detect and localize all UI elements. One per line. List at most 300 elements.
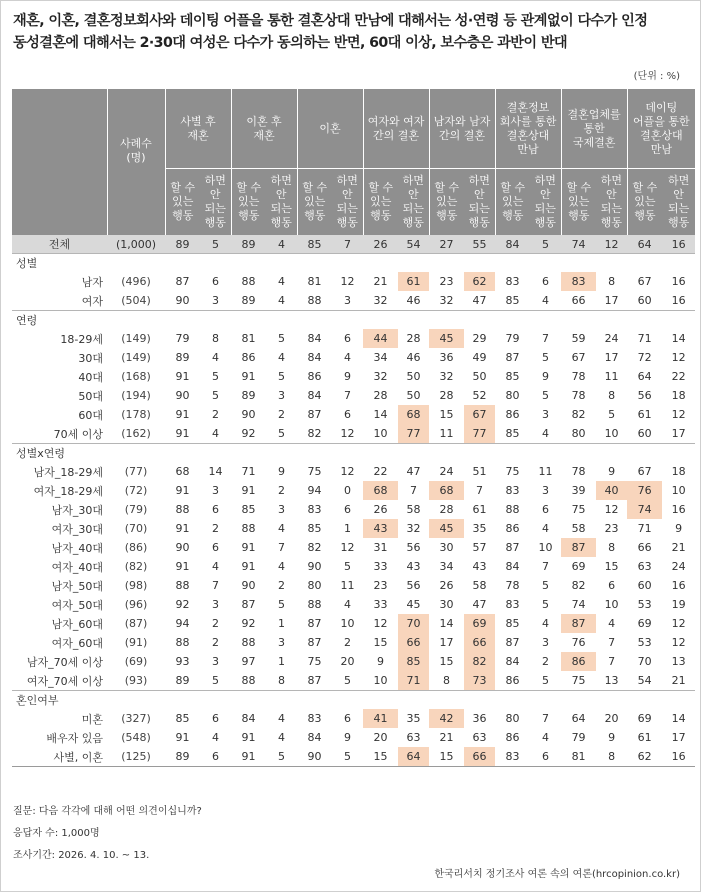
value-cell: 75: [505, 465, 520, 478]
value-cell: 60: [637, 427, 652, 440]
value-cell: 5: [278, 370, 285, 383]
value-cell: 44: [363, 329, 398, 348]
value-cell: 12: [671, 617, 686, 630]
value-cell: 66: [571, 294, 586, 307]
value-cell: 9: [608, 731, 616, 744]
value-cell: 45: [429, 519, 464, 538]
value-cell: 22: [671, 370, 686, 383]
header-sub-cannot: 하면 안 되는 행동: [266, 169, 297, 235]
row-sample-size: (72): [124, 484, 148, 497]
value-cell: 88: [175, 503, 190, 516]
header-group: 데이팅 어플을 통한 결혼상대 만남: [627, 89, 695, 169]
value-cell: 11: [439, 427, 454, 440]
value-cell: 8: [212, 332, 219, 345]
row-label: 여자_70세 이상: [26, 674, 103, 688]
value-cell: 17: [439, 636, 454, 649]
value-cell: 10: [538, 541, 553, 554]
value-cell: 85: [175, 712, 190, 725]
value-cell: 20: [340, 655, 355, 668]
row-label: 전체: [12, 235, 107, 254]
value-cell: 45: [406, 598, 421, 611]
value-cell: 34: [439, 560, 454, 573]
value-cell: 2: [278, 484, 285, 497]
row-label: 남자: [81, 275, 103, 289]
value-cell: 21: [671, 541, 686, 554]
header-group: 결혼정보 회사를 통한 결혼상대 만남: [495, 89, 561, 169]
value-cell: 66: [398, 633, 429, 652]
value-cell: 85: [505, 427, 520, 440]
value-cell: 51: [472, 465, 487, 478]
value-cell: 90: [241, 408, 256, 421]
value-cell: 35: [472, 522, 487, 535]
value-cell: 21: [671, 674, 686, 687]
value-cell: 79: [175, 332, 190, 345]
row-sample-size: (149): [121, 351, 151, 364]
value-cell: 89: [175, 351, 190, 364]
header-group: 사별 후 재혼: [165, 89, 231, 169]
value-cell: 7: [332, 235, 363, 254]
value-cell: 54: [637, 674, 652, 687]
value-cell: 12: [373, 617, 388, 630]
value-cell: 53: [637, 636, 652, 649]
value-cell: 30: [439, 541, 454, 554]
value-cell: 75: [571, 503, 586, 516]
value-cell: 9: [377, 655, 385, 668]
value-cell: 89: [165, 235, 200, 254]
table-row: [12, 481, 695, 500]
value-cell: 16: [662, 235, 695, 254]
value-cell: 91: [231, 747, 266, 767]
value-cell: 85: [398, 652, 429, 671]
value-cell: 27: [429, 235, 464, 254]
value-cell: 67: [637, 465, 652, 478]
value-cell: 3: [542, 484, 550, 497]
row-sample-size: (69): [124, 655, 148, 668]
value-cell: 28: [439, 503, 454, 516]
value-cell: 7: [344, 389, 351, 402]
value-cell: 87: [505, 351, 520, 364]
value-cell: 88: [175, 636, 190, 649]
value-cell: 91: [175, 522, 190, 535]
header-group: 남자와 남자 간의 결혼: [429, 89, 495, 169]
value-cell: 83: [495, 747, 530, 767]
value-cell: 87: [505, 636, 520, 649]
value-cell: 13: [671, 655, 686, 668]
row-label: 남자_70세 이상: [26, 655, 103, 669]
value-cell: 12: [340, 541, 355, 554]
value-cell: 15: [604, 560, 619, 573]
value-cell: 5: [278, 598, 285, 611]
row-label: 여자: [81, 294, 103, 308]
header-sub-can: 할 수 있는 행동: [429, 169, 464, 235]
value-cell: 80: [571, 427, 586, 440]
value-cell: 17: [604, 351, 619, 364]
value-cell: 5: [542, 389, 550, 402]
value-cell: 1: [278, 617, 285, 630]
value-cell: 86: [307, 370, 322, 383]
value-cell: 17: [671, 427, 686, 440]
value-cell: 35: [406, 712, 421, 725]
value-cell: 3: [212, 655, 219, 668]
value-cell: 14: [373, 408, 388, 421]
row-label: 사별, 이혼: [12, 747, 107, 767]
value-cell: 47: [472, 294, 487, 307]
value-cell: 84: [307, 731, 322, 744]
value-cell: 43: [472, 560, 487, 573]
value-cell: 86: [505, 731, 520, 744]
value-cell: 5: [332, 747, 363, 767]
value-cell: 7: [542, 712, 550, 725]
header-sub-cannot: 하면 안 되는 행동: [332, 169, 363, 235]
value-cell: 12: [340, 465, 355, 478]
value-cell: 4: [542, 617, 550, 630]
value-cell: 46: [406, 351, 421, 364]
header-sub-can: 할 수 있는 행동: [297, 169, 332, 235]
value-cell: 22: [373, 465, 388, 478]
value-cell: 78: [571, 465, 586, 478]
value-cell: 29: [472, 332, 487, 345]
value-cell: 15: [373, 636, 388, 649]
value-cell: 91: [241, 370, 256, 383]
row-label: 18-29세: [60, 332, 103, 346]
row-sample-size: (162): [121, 427, 151, 440]
value-cell: 4: [278, 275, 285, 288]
row-sample-size: (96): [124, 598, 148, 611]
value-cell: 88: [241, 275, 256, 288]
value-cell: 15: [439, 655, 454, 668]
value-cell: 88: [307, 598, 322, 611]
value-cell: 94: [175, 617, 190, 630]
table-row: [12, 728, 695, 747]
value-cell: 2: [278, 579, 285, 592]
value-cell: 84: [307, 389, 322, 402]
value-cell: 69: [637, 712, 652, 725]
value-cell: 86: [241, 351, 256, 364]
value-cell: 12: [671, 351, 686, 364]
value-cell: 12: [596, 235, 627, 254]
value-cell: 63: [637, 560, 652, 573]
section-title: 혼인여부: [12, 691, 695, 710]
value-cell: 88: [241, 674, 256, 687]
value-cell: 16: [671, 294, 686, 307]
value-cell: 83: [307, 712, 322, 725]
value-cell: 87: [175, 275, 190, 288]
value-cell: 86: [505, 674, 520, 687]
table-row: [12, 405, 695, 424]
value-cell: 74: [561, 235, 596, 254]
value-cell: 4: [278, 294, 285, 307]
value-cell: 91: [241, 560, 256, 573]
value-cell: 28: [406, 332, 421, 345]
value-cell: 11: [538, 465, 553, 478]
value-cell: 39: [571, 484, 586, 497]
value-cell: 81: [307, 275, 322, 288]
value-cell: 91: [241, 541, 256, 554]
table-row: [12, 614, 695, 633]
row-label: 여자_60대: [51, 636, 103, 650]
value-cell: 97: [241, 655, 256, 668]
value-cell: 4: [266, 235, 297, 254]
value-cell: 49: [472, 351, 487, 364]
value-cell: 26: [373, 503, 388, 516]
value-cell: 70: [637, 655, 652, 668]
section-header-row: [12, 691, 695, 710]
value-cell: 91: [241, 484, 256, 497]
value-cell: 84: [505, 560, 520, 573]
value-cell: 5: [530, 235, 561, 254]
value-cell: 5: [344, 560, 351, 573]
header-sub-can: 할 수 있는 행동: [231, 169, 266, 235]
value-cell: 80: [307, 579, 322, 592]
table-row: [12, 462, 695, 481]
value-cell: 4: [212, 351, 219, 364]
row-label: 남자_18-29세: [33, 465, 103, 479]
value-cell: 66: [637, 541, 652, 554]
value-cell: 4: [542, 294, 550, 307]
value-cell: 12: [671, 636, 686, 649]
value-cell: 3: [278, 503, 285, 516]
value-cell: 90: [297, 747, 332, 767]
row-sample-size: (149): [121, 332, 151, 345]
value-cell: 4: [278, 560, 285, 573]
value-cell: 5: [542, 674, 550, 687]
value-cell: 74: [571, 598, 586, 611]
table-row: [12, 652, 695, 671]
value-cell: 14: [671, 332, 686, 345]
title-line-2: 동성결혼에 대해서는 2·30대 여성은 다수가 동의하는 반면, 60대 이상, 보수층은 과반이 반대: [13, 35, 568, 51]
value-cell: 5: [344, 674, 351, 687]
row-sample-size: (496): [121, 275, 151, 288]
value-cell: 67: [464, 405, 495, 424]
value-cell: 7: [278, 541, 285, 554]
row-label: 여자_50대: [51, 598, 103, 612]
section-title: 성별x연령: [12, 444, 695, 463]
value-cell: 63: [472, 731, 487, 744]
value-cell: 87: [241, 598, 256, 611]
value-cell: 87: [307, 408, 322, 421]
row-label: 미혼: [81, 712, 103, 726]
value-cell: 92: [241, 617, 256, 630]
value-cell: 75: [307, 655, 322, 668]
value-cell: 85: [505, 370, 520, 383]
header-sub-cannot: 하면 안 되는 행동: [464, 169, 495, 235]
value-cell: 87: [307, 674, 322, 687]
value-cell: 2: [542, 655, 550, 668]
row-sample-size: (82): [124, 560, 148, 573]
row-sample-size: (87): [124, 617, 148, 630]
value-cell: 75: [571, 674, 586, 687]
value-cell: 80: [505, 389, 520, 402]
value-cell: 62: [627, 747, 662, 767]
section-header-row: [12, 444, 695, 463]
value-cell: 4: [278, 351, 285, 364]
value-cell: 2: [212, 636, 219, 649]
header-sub-can: 할 수 있는 행동: [627, 169, 662, 235]
row-sample-size: (125): [107, 747, 165, 767]
value-cell: 11: [604, 370, 619, 383]
value-cell: 1: [344, 522, 351, 535]
row-label: 40대: [78, 370, 103, 384]
value-cell: 71: [637, 332, 652, 345]
value-cell: 14: [439, 617, 454, 630]
value-cell: 2: [212, 408, 219, 421]
value-cell: 6: [212, 712, 219, 725]
header-sub-cannot: 하면 안 되는 행동: [200, 169, 231, 235]
value-cell: 79: [505, 332, 520, 345]
row-sample-size: (93): [124, 674, 148, 687]
value-cell: 71: [398, 671, 429, 691]
value-cell: 17: [604, 294, 619, 307]
value-cell: 7: [608, 636, 616, 649]
value-cell: 73: [464, 671, 495, 691]
value-cell: 2: [212, 617, 219, 630]
value-cell: 3: [344, 294, 351, 307]
value-cell: 6: [200, 747, 231, 767]
value-cell: 21: [373, 275, 388, 288]
table-row: [12, 329, 695, 348]
value-cell: 36: [439, 351, 454, 364]
value-cell: 3: [212, 294, 219, 307]
value-cell: 5: [542, 351, 550, 364]
table-row: [12, 709, 695, 728]
value-cell: 19: [671, 598, 686, 611]
section-title: 성별: [12, 254, 695, 273]
value-cell: 40: [596, 481, 627, 500]
value-cell: 20: [604, 712, 619, 725]
header-group: 결혼업체를 통한 국제결혼: [561, 89, 627, 169]
value-cell: 92: [241, 427, 256, 440]
value-cell: 85: [241, 503, 256, 516]
value-cell: 90: [175, 389, 190, 402]
value-cell: 33: [373, 560, 388, 573]
value-cell: 81: [561, 747, 596, 767]
value-cell: 68: [429, 481, 464, 500]
value-cell: 85: [505, 294, 520, 307]
value-cell: 11: [340, 579, 355, 592]
value-cell: 61: [398, 272, 429, 291]
value-cell: 6: [344, 503, 351, 516]
value-cell: 3: [212, 598, 219, 611]
value-cell: 89: [165, 747, 200, 767]
title-line-1: 재혼, 이혼, 결혼정보회사와 데이팅 어플을 통한 결혼상대 만남에 대해서는 성·연령 등 관계없이 다수가 인정: [13, 13, 648, 29]
value-cell: 72: [637, 351, 652, 364]
value-cell: 4: [212, 731, 219, 744]
value-cell: 83: [505, 484, 520, 497]
value-cell: 10: [671, 484, 686, 497]
value-cell: 91: [175, 427, 190, 440]
value-cell: 91: [175, 484, 190, 497]
row-sample-size: (86): [124, 541, 148, 554]
value-cell: 89: [231, 235, 266, 254]
row-label: 50대: [78, 389, 103, 403]
respondents-note: 응답자 수: 1,000명: [13, 828, 100, 839]
value-cell: 58: [571, 522, 586, 535]
row-sample-size: (327): [121, 712, 151, 725]
value-cell: 92: [175, 598, 190, 611]
value-cell: 4: [278, 712, 285, 725]
row-label: 여자_40대: [51, 560, 103, 574]
unit-label: (단위 : %): [633, 71, 680, 82]
value-cell: 61: [637, 731, 652, 744]
value-cell: 13: [604, 674, 619, 687]
value-cell: 94: [307, 484, 322, 497]
value-cell: 12: [340, 427, 355, 440]
row-sample-size: (194): [121, 389, 151, 402]
value-cell: 7: [542, 332, 550, 345]
value-cell: 43: [363, 519, 398, 538]
table-row: [12, 500, 695, 519]
value-cell: 84: [307, 351, 322, 364]
value-cell: 89: [175, 674, 190, 687]
value-cell: 6: [608, 579, 616, 592]
value-cell: 6: [344, 712, 351, 725]
value-cell: 77: [398, 424, 429, 444]
value-cell: 87: [505, 541, 520, 554]
value-cell: 47: [406, 465, 421, 478]
value-cell: 90: [175, 294, 190, 307]
value-cell: 4: [344, 351, 351, 364]
header-group: 여자와 여자 간의 결혼: [363, 89, 429, 169]
value-cell: 14: [671, 712, 686, 725]
value-cell: 64: [637, 370, 652, 383]
value-cell: 7: [608, 655, 616, 668]
value-cell: 74: [627, 500, 662, 519]
table-row: [12, 272, 695, 291]
row-sample-size: (98): [124, 579, 148, 592]
table-header: [12, 89, 695, 235]
total-row: [12, 235, 695, 254]
value-cell: 16: [671, 503, 686, 516]
value-cell: 4: [278, 522, 285, 535]
value-cell: 84: [307, 332, 322, 345]
table-body: [12, 235, 695, 767]
value-cell: 70: [398, 614, 429, 633]
value-cell: 4: [608, 617, 616, 630]
row-label: 60대: [78, 408, 103, 422]
value-cell: 8: [608, 541, 616, 554]
value-cell: 6: [212, 503, 219, 516]
value-cell: 5: [608, 408, 616, 421]
header-sub-can: 할 수 있는 행동: [363, 169, 398, 235]
value-cell: 64: [571, 712, 586, 725]
value-cell: 76: [571, 636, 586, 649]
table-row: [12, 386, 695, 405]
row-sample-size: (168): [121, 370, 151, 383]
value-cell: 30: [439, 598, 454, 611]
value-cell: 82: [464, 652, 495, 671]
value-cell: 7: [542, 560, 550, 573]
value-cell: 9: [675, 522, 683, 535]
value-cell: 15: [429, 747, 464, 767]
value-cell: 28: [373, 389, 388, 402]
value-cell: 6: [530, 747, 561, 767]
value-cell: 3: [542, 636, 550, 649]
value-cell: 47: [472, 598, 487, 611]
header-sub-can: 할 수 있는 행동: [165, 169, 200, 235]
value-cell: 24: [671, 560, 686, 573]
value-cell: 7: [410, 484, 418, 497]
value-cell: 86: [561, 652, 596, 671]
header-group: 이혼: [297, 89, 363, 169]
value-cell: 6: [344, 408, 351, 421]
value-cell: 83: [561, 272, 596, 291]
value-cell: 59: [571, 332, 586, 345]
value-cell: 1: [278, 655, 285, 668]
value-cell: 9: [344, 370, 351, 383]
table-row: [12, 291, 695, 311]
value-cell: 87: [307, 617, 322, 630]
value-cell: 46: [406, 294, 421, 307]
